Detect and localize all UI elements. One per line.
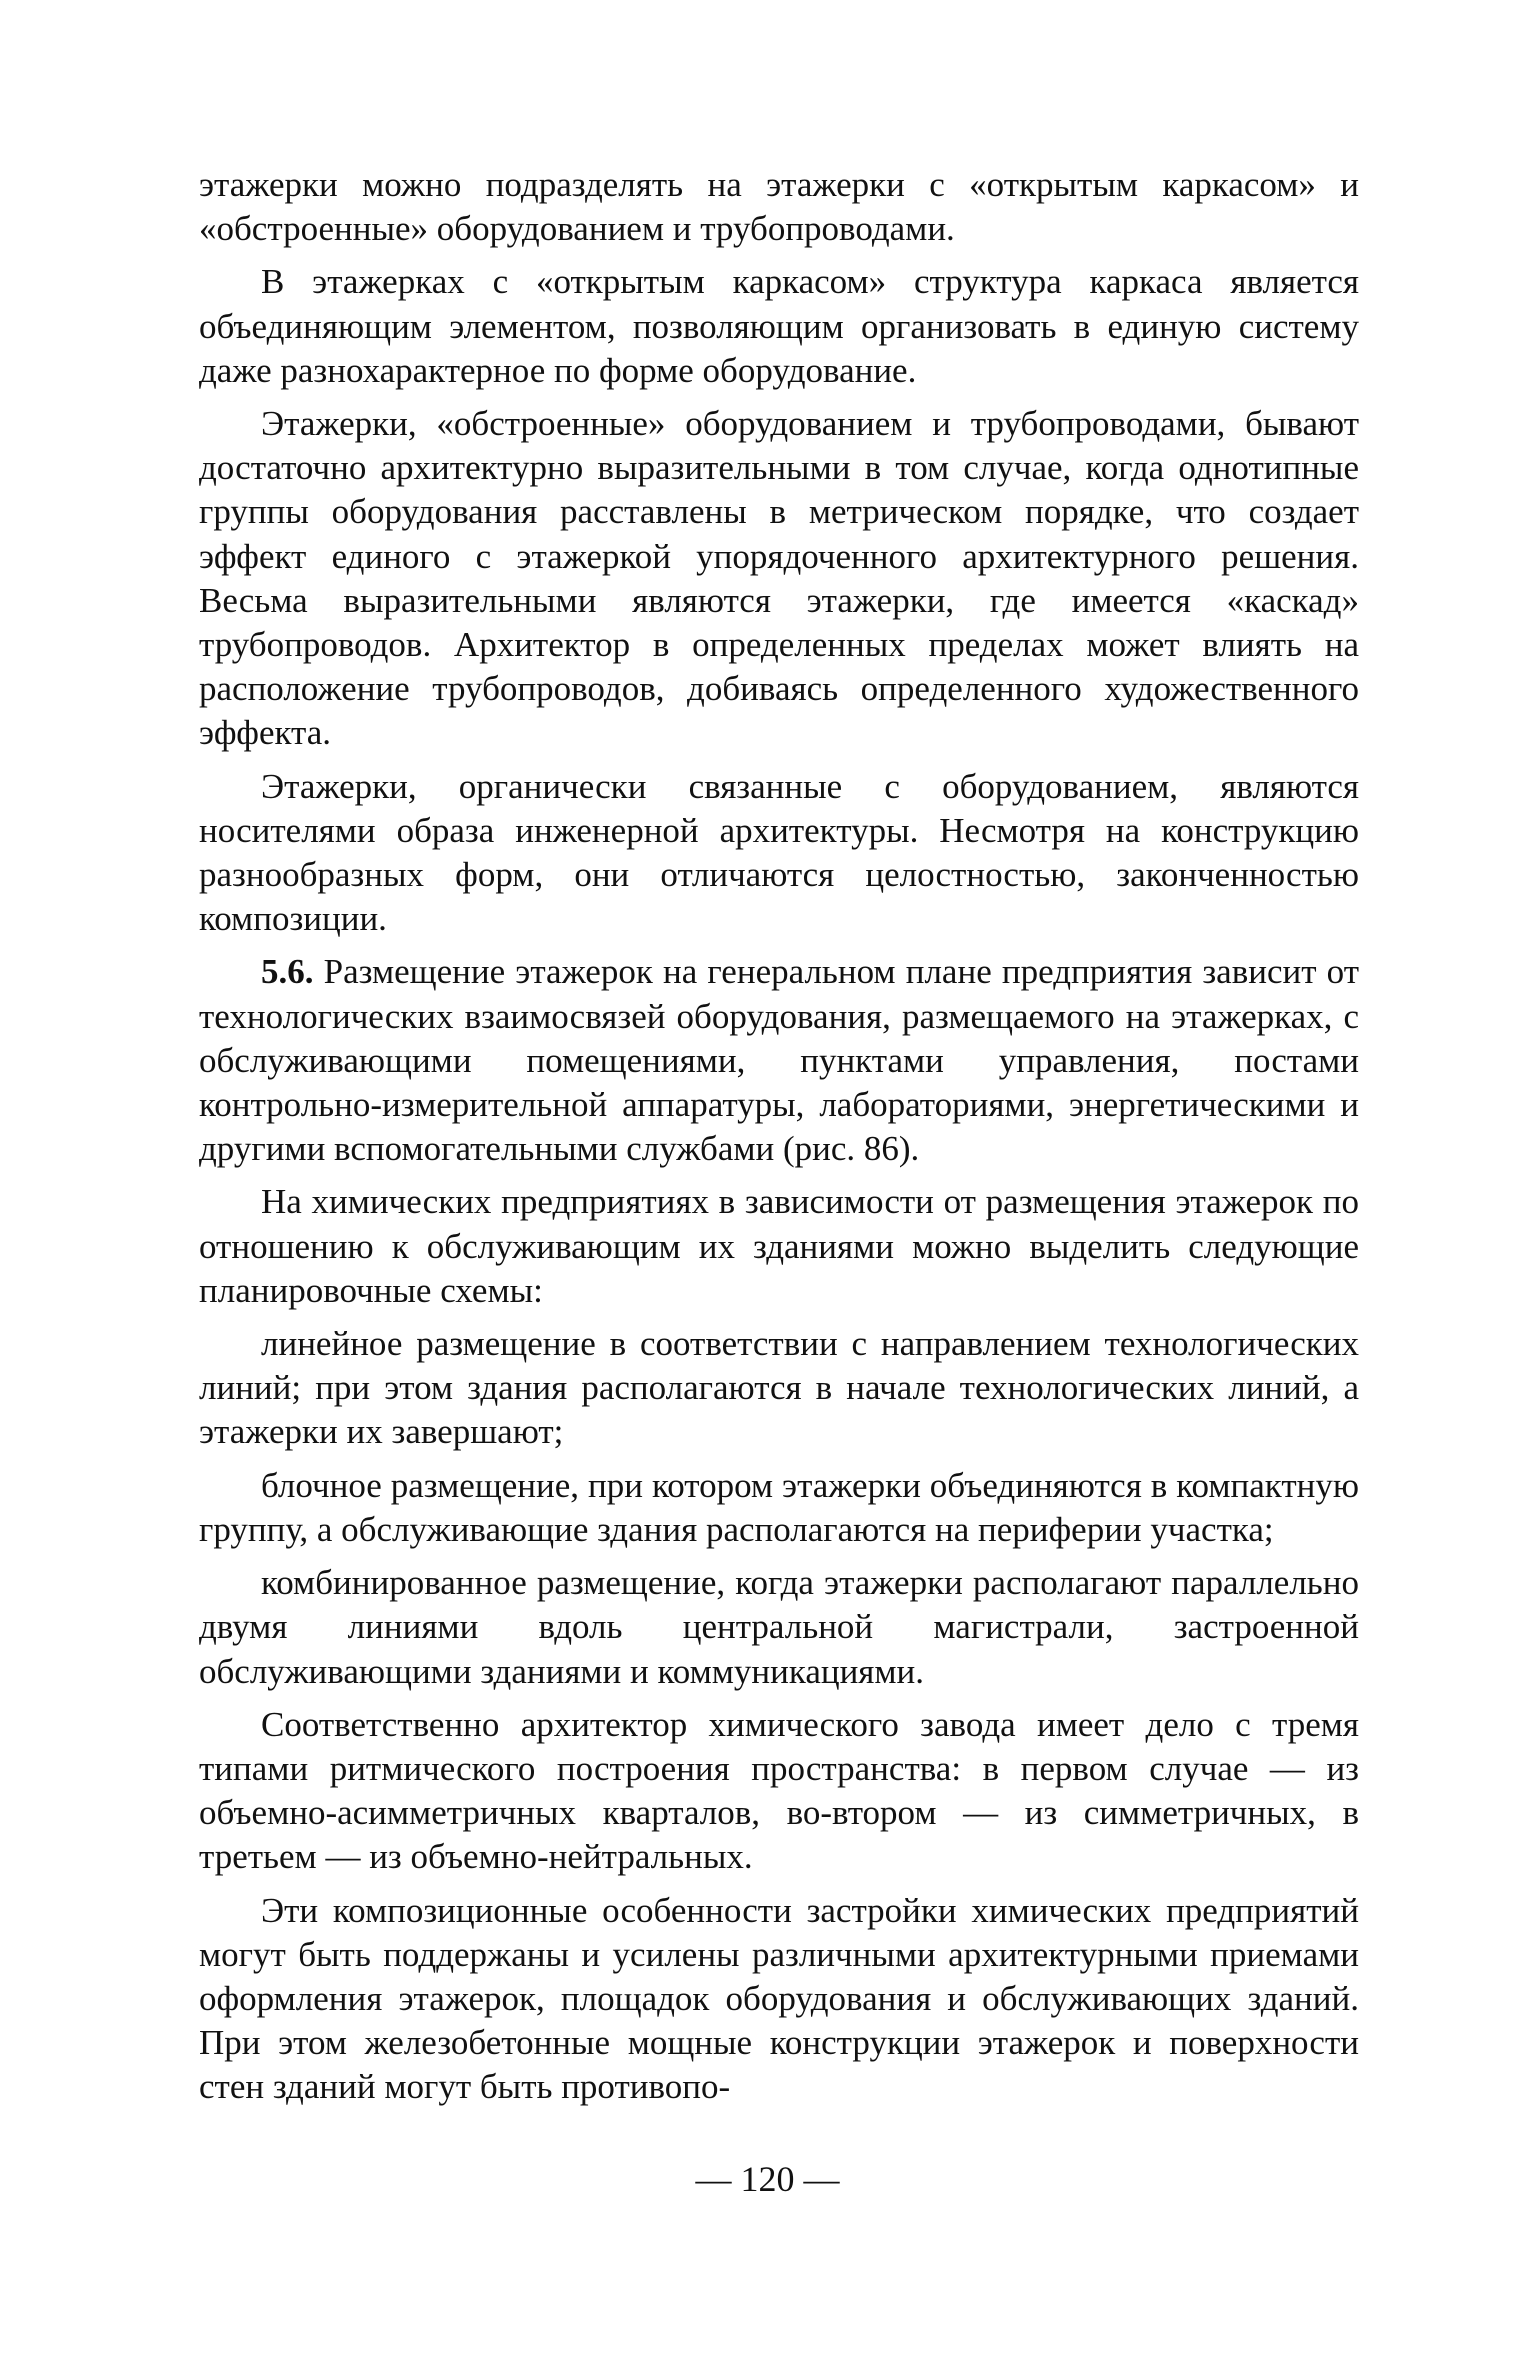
paragraph-built-up-shelves: Этажерки, «обстроенные» оборудованием и трубопроводами, бывают достаточно архитектурно выразительными в том случае, когда однотипные группы оборудования расставлены в метрическом порядке, что создает эффект единого с этажеркой упорядоченного архитектурного решения. Весьма выразительными являются этажерки, где имеется «каскад» трубопроводов. Архитектор в определенных пределах может влиять на расположение трубопроводов, добиваясь определенного художественного эффекта. — [199, 404, 1359, 753]
paragraph-rhythm-types: Соответственно архитектор химического завода имеет дело с тремя типами ритмического построения пространства: в первом случае — из объемно-асимметричных кварталов, во-втором — из симметричных, в третьем — из объемно-нейтральных. — [199, 1704, 1359, 1877]
list-item-linear: линейное размещение в соответствии с направлением технологических линий; при этом здания располагаются в начале технологических линий, а этажерки их завершают; — [199, 1324, 1359, 1452]
paragraph-open-frame: В этажерках с «открытым каркасом» структура каркаса является объединяющим элементом, позволяющим организовать в единую систему даже разнохарактерное по форме оборудование. — [199, 262, 1359, 390]
paragraph-continuation: этажерки можно подразделять на этажерки с «открытым каркасом» и «обстроенные» оборудованием и трубопроводами. — [199, 165, 1359, 249]
section-number: 5.6. — [261, 952, 314, 992]
page-number: — 120 — — [695, 2159, 840, 2199]
section-5-6-paragraph — [199, 950, 1359, 1171]
page-body — [199, 163, 1359, 2110]
paragraph-engineering-image: Этажерки, органически связанные с оборудованием, являются носителями образа инженерной архитектуры. Несмотря на конструкцию разнообразных форм, они отличаются целостностью, законченностью композиции. — [199, 766, 1359, 939]
section-text: Размещение этажерок на генеральном плане предприятия зависит от технологических взаимосвязей оборудования, размещаемого на этажерках, с обслуживающими помещениями, пунктами управления, постами контрольно-измерительной аппаратуры, лабораториями, энергетическими и другими вспомогательными службами (рис. 86). — [199, 952, 1359, 1169]
list-item-combined: комбинированное размещение, когда этажерки располагают параллельно двумя линиями вдоль центральной магистрали, застроенной обслуживающими зданиями и коммуникациями. — [199, 1563, 1359, 1691]
paragraph-composition-features: Эти композиционные особенности застройки химических предприятий могут быть поддержаны и усилены различными архитектурными приемами оформления этажерок, площадок оборудования и обслуживающих зданий. При этом железобетонные мощные конструкции этажерок и поверхности стен зданий могут быть противопо- — [199, 1890, 1359, 2107]
paragraph-planning-schemes: На химических предприятиях в зависимости от размещения этажерок по отношению к обслуживающим их зданиями можно выделить следующие планировочные схемы: — [199, 1182, 1359, 1310]
list-item-block: блочное размещение, при котором этажерки объединяются в компактную группу, а обслуживающие здания располагаются на периферии участка; — [199, 1465, 1359, 1549]
